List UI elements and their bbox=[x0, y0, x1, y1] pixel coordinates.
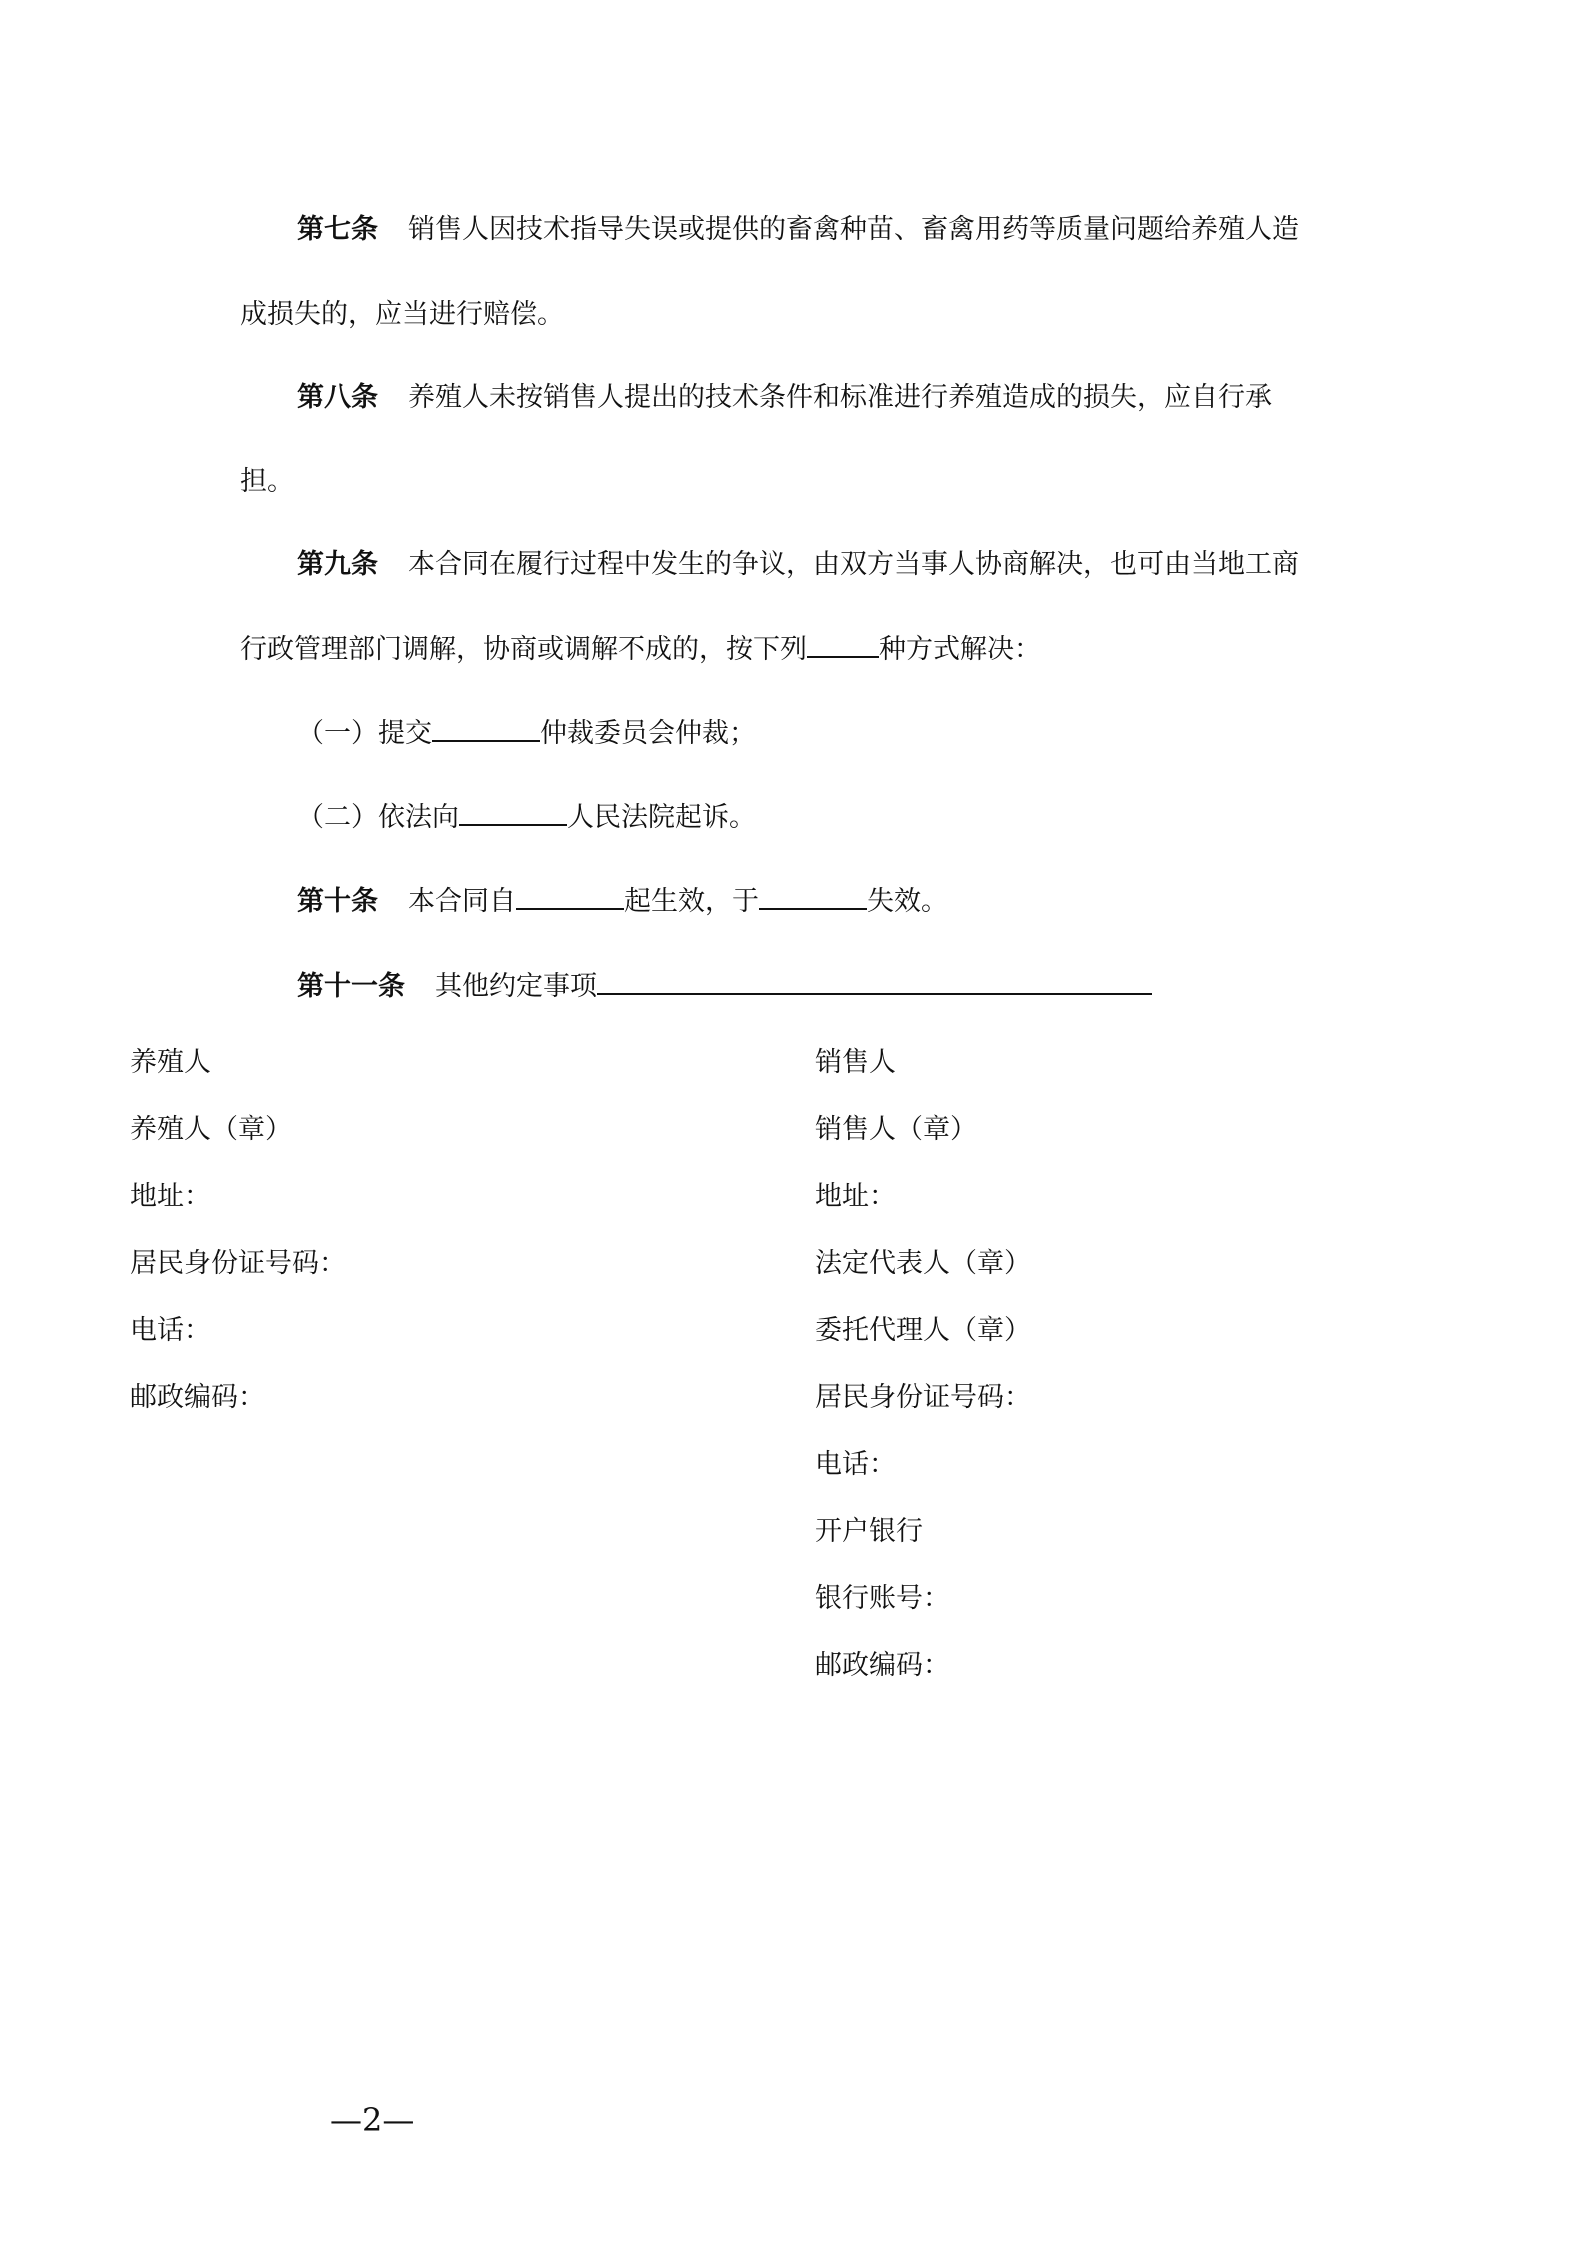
article-9-line-2-pre: 行政管理部门调解，协商或调解不成的，按下列 bbox=[240, 634, 807, 665]
article-9-label: 第九条 bbox=[297, 549, 378, 580]
method-count-blank[interactable] bbox=[807, 630, 879, 658]
arbitration-commission-blank[interactable] bbox=[432, 714, 540, 742]
article-7-label: 第七条 bbox=[297, 214, 378, 245]
option-2-pre: （二）依法向 bbox=[297, 802, 459, 833]
article-7-line-2: 成损失的，应当进行赔偿。 bbox=[240, 299, 564, 330]
article-7-text: 销售人因技术指导失误或提供的畜禽种苗、畜禽用药等质量问题给养殖人造 bbox=[408, 214, 1299, 245]
article-9-option-1 bbox=[297, 714, 1586, 754]
breeder-seal-field: 养殖人（章） bbox=[130, 1114, 292, 1145]
article-11-text: 其他约定事项 bbox=[435, 971, 597, 1002]
breeder-heading: 养殖人 bbox=[130, 1047, 211, 1078]
article-9-line-2-post: 种方式解决： bbox=[879, 634, 1041, 665]
seller-seal-field: 销售人（章） bbox=[815, 1114, 977, 1145]
seller-id-number-field: 居民身份证号码： bbox=[815, 1382, 1031, 1413]
article-9-text: 本合同在履行过程中发生的争议，由双方当事人协商解决，也可由当地工商 bbox=[408, 549, 1299, 580]
article-8-line-2: 担。 bbox=[240, 466, 294, 497]
article-10-mid: 起生效，于 bbox=[624, 886, 759, 917]
seller-agent-field: 委托代理人（章） bbox=[815, 1315, 1031, 1346]
seller-account-field: 银行账号： bbox=[815, 1583, 950, 1614]
option-1-post: 仲裁委员会仲裁； bbox=[540, 718, 756, 749]
seller-address-field: 地址： bbox=[815, 1181, 896, 1212]
article-9-option-2 bbox=[297, 798, 1586, 838]
breeder-postcode-field: 邮政编码： bbox=[130, 1382, 265, 1413]
expiry-date-blank[interactable] bbox=[759, 882, 867, 910]
article-10-label: 第十条 bbox=[297, 886, 378, 917]
article-8-line-1 bbox=[297, 378, 1586, 418]
breeder-id-number-field: 居民身份证号码： bbox=[130, 1248, 346, 1279]
article-9-line-2 bbox=[240, 630, 1586, 670]
seller-heading: 销售人 bbox=[815, 1047, 896, 1078]
article-8-label: 第八条 bbox=[297, 382, 378, 413]
article-11 bbox=[297, 967, 1586, 1007]
breeder-phone-field: 电话： bbox=[130, 1315, 211, 1346]
seller-postcode-field: 邮政编码： bbox=[815, 1650, 950, 1681]
other-terms-blank[interactable] bbox=[597, 967, 1152, 995]
article-10-pre: 本合同自 bbox=[408, 886, 516, 917]
article-10 bbox=[297, 882, 1586, 922]
breeder-address-field: 地址： bbox=[130, 1181, 211, 1212]
effective-date-blank[interactable] bbox=[516, 882, 624, 910]
article-10-post: 失效。 bbox=[867, 886, 948, 917]
court-blank[interactable] bbox=[459, 798, 567, 826]
article-9-line-1 bbox=[297, 545, 1586, 585]
seller-bank-field: 开户银行 bbox=[815, 1516, 923, 1547]
option-1-pre: （一）提交 bbox=[297, 718, 432, 749]
seller-legal-rep-field: 法定代表人（章） bbox=[815, 1248, 1031, 1279]
seller-phone-field: 电话： bbox=[815, 1449, 896, 1480]
article-11-label: 第十一条 bbox=[297, 971, 405, 1002]
article-8-text: 养殖人未按销售人提出的技术条件和标准进行养殖造成的损失，应自行承 bbox=[408, 382, 1272, 413]
article-7-line-1 bbox=[297, 210, 1586, 250]
option-2-post: 人民法院起诉。 bbox=[567, 802, 756, 833]
page-number: —2— bbox=[330, 2101, 415, 2139]
